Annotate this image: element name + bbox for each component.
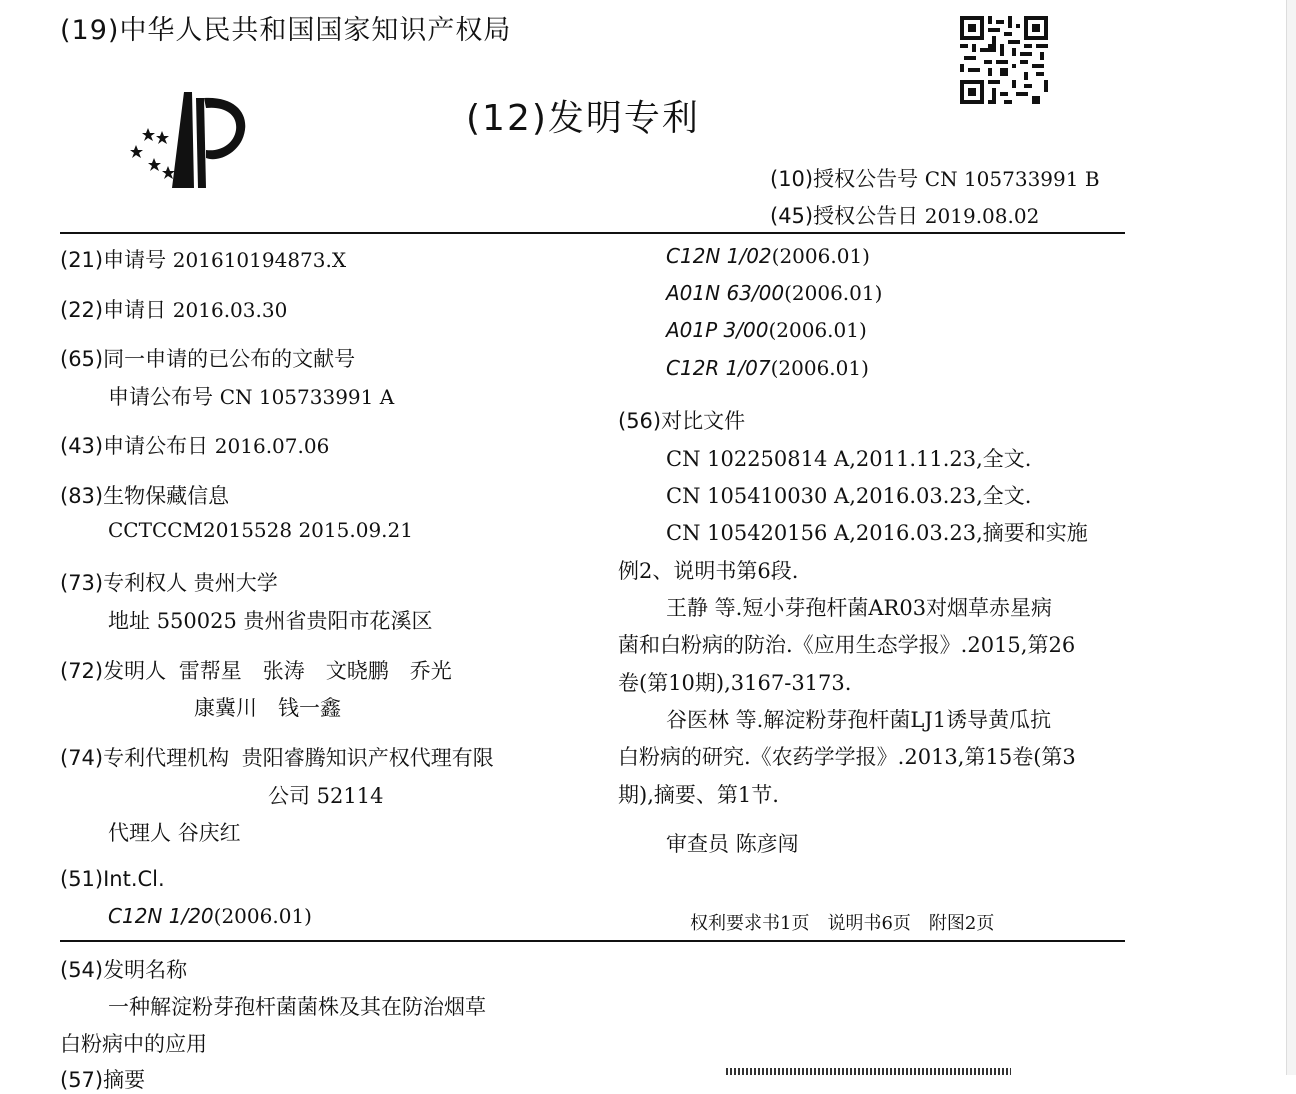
class-row [666, 318, 867, 342]
app-date-row [60, 294, 287, 324]
class-ver: (2006.01) [771, 244, 870, 268]
doc-type-title [466, 90, 700, 141]
app-no-value: 201610194873.X [172, 248, 347, 272]
app-pub-no-value: CN 105733991 A [219, 385, 395, 409]
bio-deposit-label: 生物保藏信息 [103, 484, 230, 508]
agency-row [60, 742, 494, 772]
abstract-code: (57) [60, 1068, 104, 1092]
app-no-row [60, 244, 346, 274]
app-pub-date-code: (43) [60, 434, 104, 458]
address-value: 550025 贵州省贵阳市花溪区 [156, 609, 433, 633]
office-name: 中华人民共和国国家知识产权局 [119, 15, 512, 46]
title-row [60, 954, 187, 984]
ref-line: 王静 等.短小芽孢杆菌AR03对烟草赤星病 [666, 596, 1053, 620]
app-no-label: 申请号 [103, 248, 167, 272]
class-ver: (2006.01) [770, 356, 869, 380]
refs-code: (56) [618, 409, 662, 433]
bio-deposit-code: (83) [60, 484, 104, 508]
refs-label: 对比文件 [661, 409, 746, 433]
intcl-code: (51) [60, 867, 104, 891]
app-no-code: (21) [60, 248, 104, 272]
inventors-line1: 雷帮星 张涛 文晓鹏 乔光 [178, 659, 452, 683]
top-rule [60, 232, 1125, 234]
bio-deposit-value: CCTCCM2015528 2015.09.21 [108, 518, 413, 542]
class-code: C12R 1/07 [666, 356, 771, 380]
app-pub-no-row [108, 381, 394, 411]
agency-label: 专利代理机构 [103, 746, 230, 770]
ref-line: CN 105410030 A,2016.03.23,全文. [666, 484, 1032, 508]
refs-header [618, 405, 745, 435]
app-date-label: 申请日 [103, 298, 167, 322]
grant-pub-no [770, 163, 1100, 193]
intcl-class-1-code: C12N 1/20 [108, 904, 214, 928]
grant-pub-date-value: 2019.08.02 [924, 204, 1040, 228]
agent-value: 谷庆红 [177, 821, 241, 845]
ref-line: 例2、说明书第6段. [618, 559, 799, 583]
office-header [60, 8, 511, 47]
patentee-value: 贵州大学 [193, 571, 278, 595]
ref-line: 期),摘要、第1节. [618, 783, 779, 807]
inventors-row [60, 655, 452, 685]
patentee-row [60, 567, 278, 597]
app-pub-date-value: 2016.07.06 [214, 434, 330, 458]
title-line1: 一种解淀粉芽孢杆菌菌株及其在防治烟草 [108, 995, 486, 1019]
grant-pub-date [770, 200, 1039, 230]
class-code: C12N 1/02 [666, 244, 772, 268]
app-pub-date-row [60, 430, 329, 460]
app-pub-date-label: 申请公布日 [103, 434, 209, 458]
address-label: 地址 [108, 609, 150, 633]
class-row [666, 281, 882, 305]
doc-type-name: 发明专利 [547, 98, 700, 139]
class-row [666, 356, 869, 380]
grant-pub-date-code: (45) [770, 204, 814, 228]
intcl-class-1 [108, 904, 312, 928]
intcl-row [60, 867, 165, 891]
inventors-label: 发明人 [103, 659, 167, 683]
app-pub-no-label: 申请公布号 [108, 385, 213, 409]
intcl-class-1-ver: (2006.01) [213, 904, 312, 928]
office-code: (19) [60, 15, 120, 46]
grant-pub-no-label: 授权公告号 [813, 167, 919, 191]
abstract-label: 摘要 [103, 1068, 146, 1092]
agency-line1: 贵阳睿腾知识产权代理有限 [241, 746, 494, 770]
address-row [108, 605, 433, 635]
abstract-header [60, 1064, 145, 1094]
class-row [666, 244, 870, 268]
doc-type-code: (12) [466, 98, 548, 139]
bio-deposit-row [60, 480, 229, 510]
inventors-code: (72) [60, 659, 104, 683]
ref-line: 谷医林 等.解淀粉芽孢杆菌LJ1诱导黄瓜抗 [666, 708, 1052, 732]
patentee-code: (73) [60, 571, 104, 595]
ref-line: 卷(第10期),3167-3173. [618, 671, 852, 695]
ref-line: CN 102250814 A,2011.11.23,全文. [666, 447, 1032, 471]
page-counts: 权利要求书1页 说明书6页 附图2页 [690, 913, 995, 934]
examiner-label: 审查员 [666, 832, 729, 856]
examiner-row [666, 828, 799, 858]
title-label: 发明名称 [103, 958, 188, 982]
ref-line: CN 105420156 A,2016.03.23,摘要和实施 [666, 521, 1088, 545]
agent-label: 代理人 [108, 821, 171, 845]
scrollbar-track[interactable] [1286, 0, 1296, 1075]
grant-pub-no-value: CN 105733991 B [924, 167, 1100, 191]
ref-line: 白粉病的研究.《农药学学报》.2013,第15卷(第3 [618, 745, 1076, 769]
prior-pub-row [60, 343, 355, 373]
examiner-value: 陈彦闯 [735, 832, 799, 856]
cnipa-logo-icon [124, 88, 254, 193]
title-code: (54) [60, 958, 104, 982]
title-line2: 白粉病中的应用 [60, 1032, 207, 1056]
class-ver: (2006.01) [768, 318, 867, 342]
inventors-line2: 康冀川 钱一鑫 [194, 696, 341, 720]
intcl-label: Int.Cl. [103, 867, 165, 891]
prior-pub-code: (65) [60, 347, 104, 371]
agent-row [108, 817, 241, 847]
grant-pub-date-label: 授权公告日 [813, 204, 919, 228]
agency-code: (74) [60, 746, 104, 770]
class-code: A01P 3/00 [666, 318, 769, 342]
grant-pub-no-code: (10) [770, 167, 814, 191]
app-date-value: 2016.03.30 [172, 298, 288, 322]
figure-edge [726, 1068, 1011, 1075]
qr-code [958, 14, 1050, 106]
class-code: A01N 63/00 [666, 281, 785, 305]
class-ver: (2006.01) [784, 281, 883, 305]
patentee-label: 专利权人 [103, 571, 188, 595]
agency-line2: 公司 52114 [268, 784, 384, 808]
prior-pub-label: 同一申请的已公布的文献号 [103, 347, 356, 371]
app-date-code: (22) [60, 298, 104, 322]
bottom-rule [60, 940, 1125, 942]
ref-line: 菌和白粉病的防治.《应用生态学报》.2015,第26 [618, 633, 1076, 657]
